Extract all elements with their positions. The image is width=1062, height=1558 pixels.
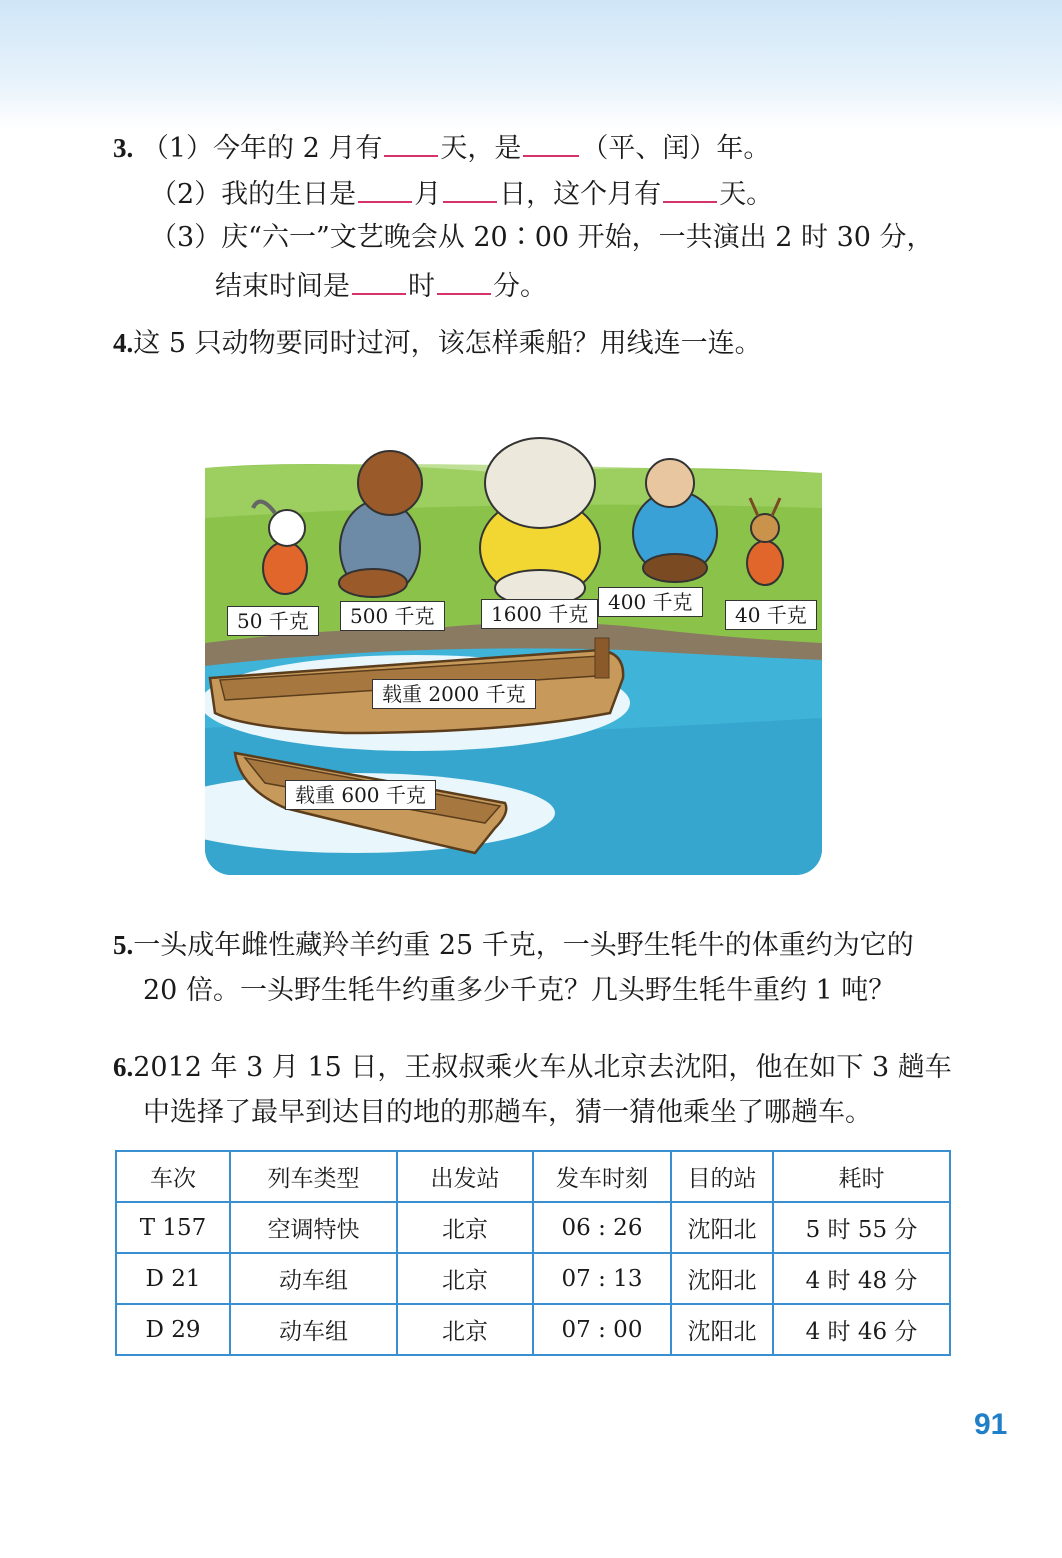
cell-departure-station: 北京: [397, 1304, 533, 1355]
q3-line-1: [113, 129, 770, 166]
bear-weight-label: 500 千克: [340, 601, 445, 631]
cell-duration: 5 时 55 分: [773, 1202, 950, 1253]
q5-line-2: [143, 974, 895, 1008]
table-row: [116, 1253, 950, 1304]
q5-line-1: [113, 928, 914, 963]
q3-blank-hour[interactable]: [352, 267, 406, 295]
cell-train-type: 动车组: [230, 1253, 397, 1304]
cell-train-no: D 29: [116, 1304, 230, 1355]
header-band: [0, 0, 1062, 130]
cell-train-type: 空调特快: [230, 1202, 397, 1253]
q3-line-3: [150, 221, 934, 255]
cell-destination: 沈阳北: [671, 1304, 773, 1355]
header-train-type: 列车类型: [230, 1151, 397, 1202]
elephant-figure: [480, 438, 600, 606]
small-boat-capacity-label: 载重 600 千克: [285, 780, 436, 810]
goat-weight-label: 50 千克: [227, 606, 319, 636]
q6-text-1: 2012 年 3 月 15 日，王叔叔乘火车从北京去沈阳，他在如下 3 趟车: [133, 1052, 952, 1083]
header-duration: 耗时: [773, 1151, 950, 1202]
cell-departure-time: 06 : 26: [533, 1202, 671, 1253]
q3-blank-day[interactable]: [443, 175, 497, 203]
q3-line-2: [150, 175, 773, 212]
q3-p3-text-a: （3）庆“六一”文艺晚会从 20∶00 开始，一共演出 2 时 30 分，: [150, 222, 934, 253]
table-row: [116, 1304, 950, 1355]
q5-text-2: 20 倍。一头野生牦牛约重多少千克？几头野生牦牛重约 1 吨？: [143, 975, 896, 1006]
q3-p1-text-c: （平、闰）年。: [581, 133, 771, 164]
cell-train-type: 动车组: [230, 1304, 397, 1355]
q6-line-2: [143, 1096, 872, 1130]
q3-blank-month[interactable]: [358, 175, 412, 203]
q3-number: 3.: [113, 133, 134, 163]
river-crossing-illustration: [205, 428, 822, 875]
q3-p1-text-b: 天，是: [440, 133, 522, 164]
table-header-row: [116, 1151, 950, 1202]
q3-blank-year-type[interactable]: [523, 129, 579, 157]
q3-p2-text-b: 月: [414, 179, 442, 210]
yak-weight-label: 400 千克: [598, 587, 703, 617]
deer-weight-label: 40 千克: [725, 600, 817, 630]
q4-text: 这 5 只动物要同时过河，该怎样乘船？用线连一连。: [133, 328, 762, 359]
q3-p2-text-c: 日，这个月有: [499, 179, 662, 210]
cell-train-no: D 21: [116, 1253, 230, 1304]
cell-destination: 沈阳北: [671, 1202, 773, 1253]
big-boat-capacity-label: 载重 2000 千克: [372, 679, 536, 709]
header-destination: 目的站: [671, 1151, 773, 1202]
q6-text-2: 中选择了最早到达目的地的那趟车，猜一猜他乘坐了哪趟车。: [143, 1097, 872, 1128]
q4-number: 4.: [113, 328, 134, 358]
q6-number: 6.: [113, 1052, 134, 1082]
q3-p1-text-a: （1）今年的 2 月有: [141, 133, 383, 164]
cell-departure-time: 07 : 00: [533, 1304, 671, 1355]
q3-p3-text-d: 分。: [493, 271, 547, 302]
header-departure-station: 出发站: [397, 1151, 533, 1202]
cell-destination: 沈阳北: [671, 1253, 773, 1304]
elephant-weight-label: 1600 千克: [481, 599, 598, 629]
q3-blank-minute[interactable]: [437, 267, 491, 295]
page-number: 91: [974, 1408, 1008, 1441]
cell-departure-time: 07 : 13: [533, 1253, 671, 1304]
cell-departure-station: 北京: [397, 1253, 533, 1304]
big-boat-post: [595, 638, 609, 678]
table-row: [116, 1202, 950, 1253]
header-departure-time: 发车时刻: [533, 1151, 671, 1202]
cell-train-no: T 157: [116, 1202, 230, 1253]
cell-duration: 4 时 48 分: [773, 1253, 950, 1304]
q3-p3-text-b: 结束时间是: [215, 271, 350, 302]
q3-line-4: [215, 267, 547, 304]
q5-number: 5.: [113, 930, 134, 960]
q3-blank-days[interactable]: [384, 129, 438, 157]
cell-departure-station: 北京: [397, 1202, 533, 1253]
q3-p2-text-d: 天。: [719, 179, 774, 210]
q3-p2-text-a: （2）我的生日是: [150, 179, 357, 210]
q4-line: [113, 326, 762, 361]
train-schedule-table: [115, 1150, 951, 1356]
cell-duration: 4 时 46 分: [773, 1304, 950, 1355]
q3-blank-month-days[interactable]: [663, 175, 717, 203]
q6-line-1: [113, 1050, 952, 1085]
q3-p3-text-c: 时: [408, 271, 435, 302]
header-train-no: 车次: [116, 1151, 230, 1202]
q5-text-1: 一头成年雌性藏羚羊约重 25 千克，一头野生牦牛的体重约为它的: [133, 930, 914, 961]
